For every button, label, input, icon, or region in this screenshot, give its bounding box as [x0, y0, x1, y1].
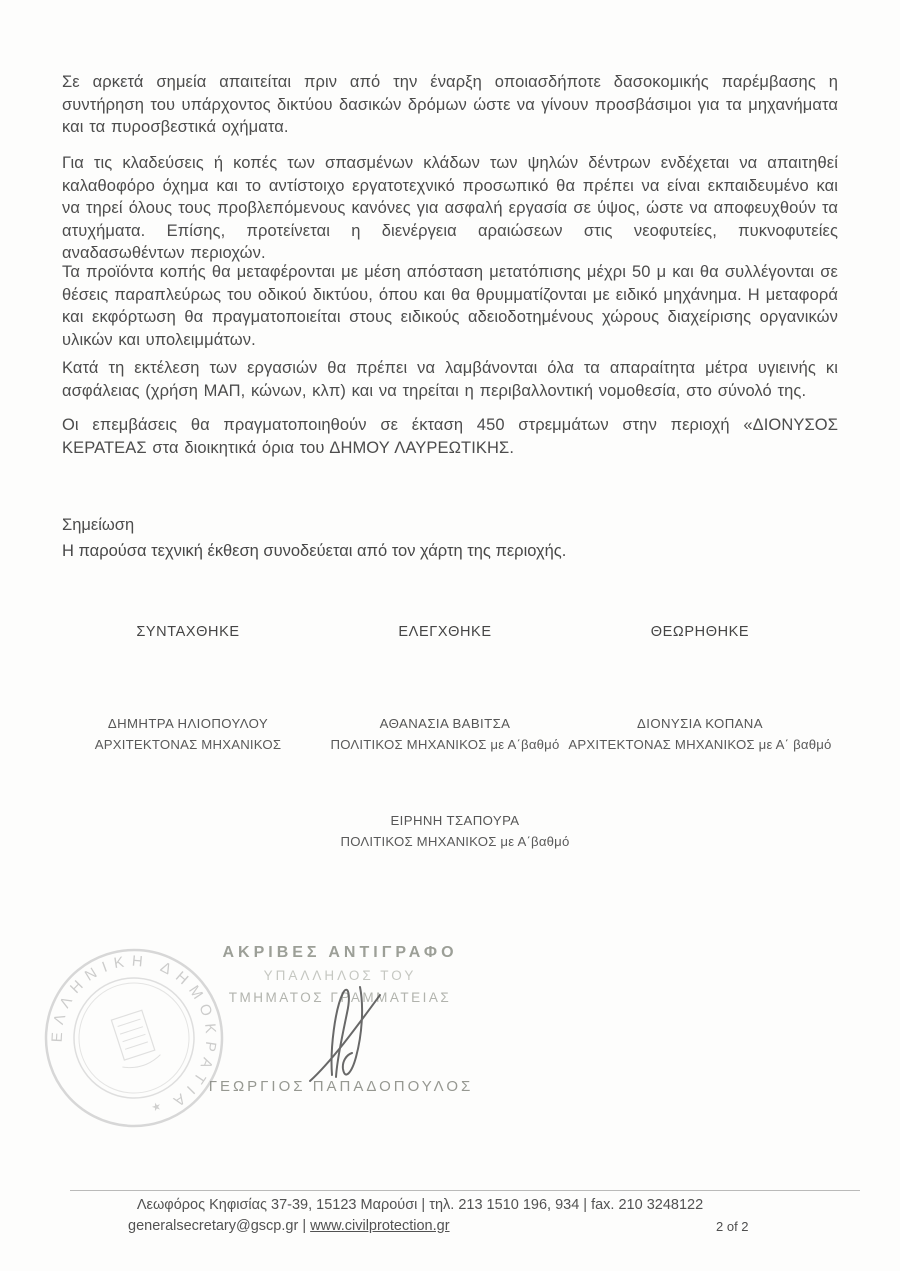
round-stamp-icon — [36, 942, 232, 1134]
certification-line-exact-copy: ΑΚΡΙΒΕΣ ΑΝΤΙΓΡΑΦΟ — [222, 944, 458, 961]
footer-address-line: Λεωφόρος Κηφισίας 37-39, 15123 Μαρούσι | τηλ. 213 1510 196, 934 | fax. 210 3248122 — [136, 1197, 704, 1213]
paragraph-hygiene-safety: Κατά τη εκτέλεση των εργασιών θα πρέπει να λαμβάνονται όλα τα απαραίτητα μέτρα υγιεινής κι ασφάλειας (χρήση ΜΑΠ, κώνων, κλπ) και να τηρείται η περιβαλλοντική νομοθεσία, στο σύνολό της. — [62, 359, 838, 400]
signatory-column-3 — [560, 713, 840, 755]
round-stamp-circular-text: ΕΛΛΗΝΙΚΗ ΔΗΜΟΚΡΑΤΙΑ — [48, 952, 220, 1114]
paragraph-pruning-safety: Για τις κλαδεύσεις ή κοπές των σπασμένων κλάδων των ψηλών δέντρων ενδέχεται να απαιτηθεί καλαθοφόρο όχημα και το αντίστοιχο εργατοτεχνικό προσωπικό θα πρέπει να είναι εκπαιδευμένο και να τηρεί όλους τους προβλεπόμενους κανόνες για ασφαλή εργασία σε ύψος, ώστε να αποφευχθούν τα ατυχήματα. Επίσης, προτείνεται η διενέργεια αραιώσεων στις νεοφυτείες, πυκνοφυτείες αναδασωθέντων περιοχών. — [62, 154, 838, 263]
footer-website-link: www.civilprotection.gr — [310, 1218, 450, 1234]
signature-header-drafted: ΣΥΝΤΑΧΘΗΚΕ — [136, 624, 240, 640]
signatory-column-1 — [48, 713, 328, 755]
signatory-role: ΑΡΧΙΤΕΚΤΟΝΑΣ ΜΗΧΑΝΙΚΟΣ — [94, 737, 282, 752]
signatory-role: ΠΟΛΙΤΙΚΟΣ ΜΗΧΑΝΙΚΟΣ με Α΄βαθμό — [340, 834, 570, 849]
svg-text:★: ★ — [150, 1100, 164, 1115]
official-round-stamp — [36, 942, 232, 1139]
handwritten-signature — [300, 983, 388, 1088]
signatory-name: ΑΘΑΝΑΣΙΑ ΒΑΒΙΤΣΑ — [379, 716, 511, 731]
footer-contact-line — [128, 1218, 450, 1234]
certification-line-employee: ΥΠΑΛΛΗΛΟΣ ΤΟΥ — [263, 968, 417, 983]
signatory-role: ΑΡΧΙΤΕΚΤΟΝΑΣ ΜΗΧΑΝΙΚΟΣ με Α΄ βαθμό — [568, 737, 832, 752]
signature-header-approved: ΘΕΩΡΗΘΗΚΕ — [650, 624, 750, 640]
signatory-name: ΕΙΡΗΝΗ ΤΣΑΠΟΥΡΑ — [390, 813, 520, 828]
paragraph-material-transport: Τα προϊόντα κοπής θα μεταφέρονται με μέση απόσταση μετατόπισης μέχρι 50 μ και θα συλλέγονται σε θέσεις παραπλεύρως του οδικού δικτύου, όπου και θα θρυμματίζονται με ειδικό μηχάνημα. Η μεταφορά και εκφόρτωση θα πραγματοποιείται στους ειδικούς αδειοδοτημένους χώρους διαχείρισης οργανικών υλικών και υπολειμμάτων. — [62, 263, 838, 349]
note-heading: Σημείωση — [62, 516, 135, 534]
signatory-name: ΔΗΜΗΤΡΑ ΗΛΙΟΠΟΥΛΟΥ — [107, 716, 269, 731]
paragraph-intervention-area: Οι επεμβάσεις θα πραγματοποιηθούν σε έκταση 450 στρεμμάτων στην περιοχή «ΔΙΟΝΥΣΟΣ ΚΕΡΑΤΕΑΣ στα διοικητικά όρια του ΔΗΜΟΥ ΛΑΥΡΕΩΤΙΚΗΣ. — [62, 416, 838, 457]
note-body: Η παρούσα τεχνική έκθεση συνοδεύεται από τον χάρτη της περιοχής. — [62, 542, 567, 560]
signatory-column-2 — [305, 713, 585, 755]
signature-header-checked: ΕΛΕΓΧΘΗΚΕ — [398, 624, 492, 640]
certification-line-secretariat: ΤΜΗΜΑΤΟΣ ΓΡΑΜΜΑΤΕΙΑΣ — [228, 990, 452, 1005]
footer-email: generalsecretary@gscp.gr — [128, 1218, 299, 1234]
footer-divider — [70, 1190, 860, 1191]
footer-separator: | — [302, 1218, 307, 1234]
page-number: 2 of 2 — [716, 1219, 749, 1234]
paragraph-road-maintenance: Σε αρκετά σημεία απαιτείται πριν από την έναρξη οποιασδήποτε δασοκομικής παρέμβασης η συντήρηση του υπάρχοντος δικτύου δασικών δρόμων ώστε να γίνουν προσβάσιμοι για τα μηχανήματα και τα πυροσβεστικά οχήματα. — [62, 73, 838, 137]
signatory-name: ΔΙΟΝΥΣΙΑ ΚΟΠΑΝΑ — [637, 716, 763, 731]
signatory-role: ΠΟΛΙΤΙΚΟΣ ΜΗΧΑΝΙΚΟΣ με Α΄βαθμό — [330, 737, 560, 752]
certifying-officer-name: ΓΕΩΡΓΙΟΣ ΠΑΠΑΔΟΠΟΥΛΟΣ — [208, 1078, 474, 1095]
signatory-additional — [305, 810, 605, 852]
signature-scribble-icon — [300, 983, 388, 1083]
